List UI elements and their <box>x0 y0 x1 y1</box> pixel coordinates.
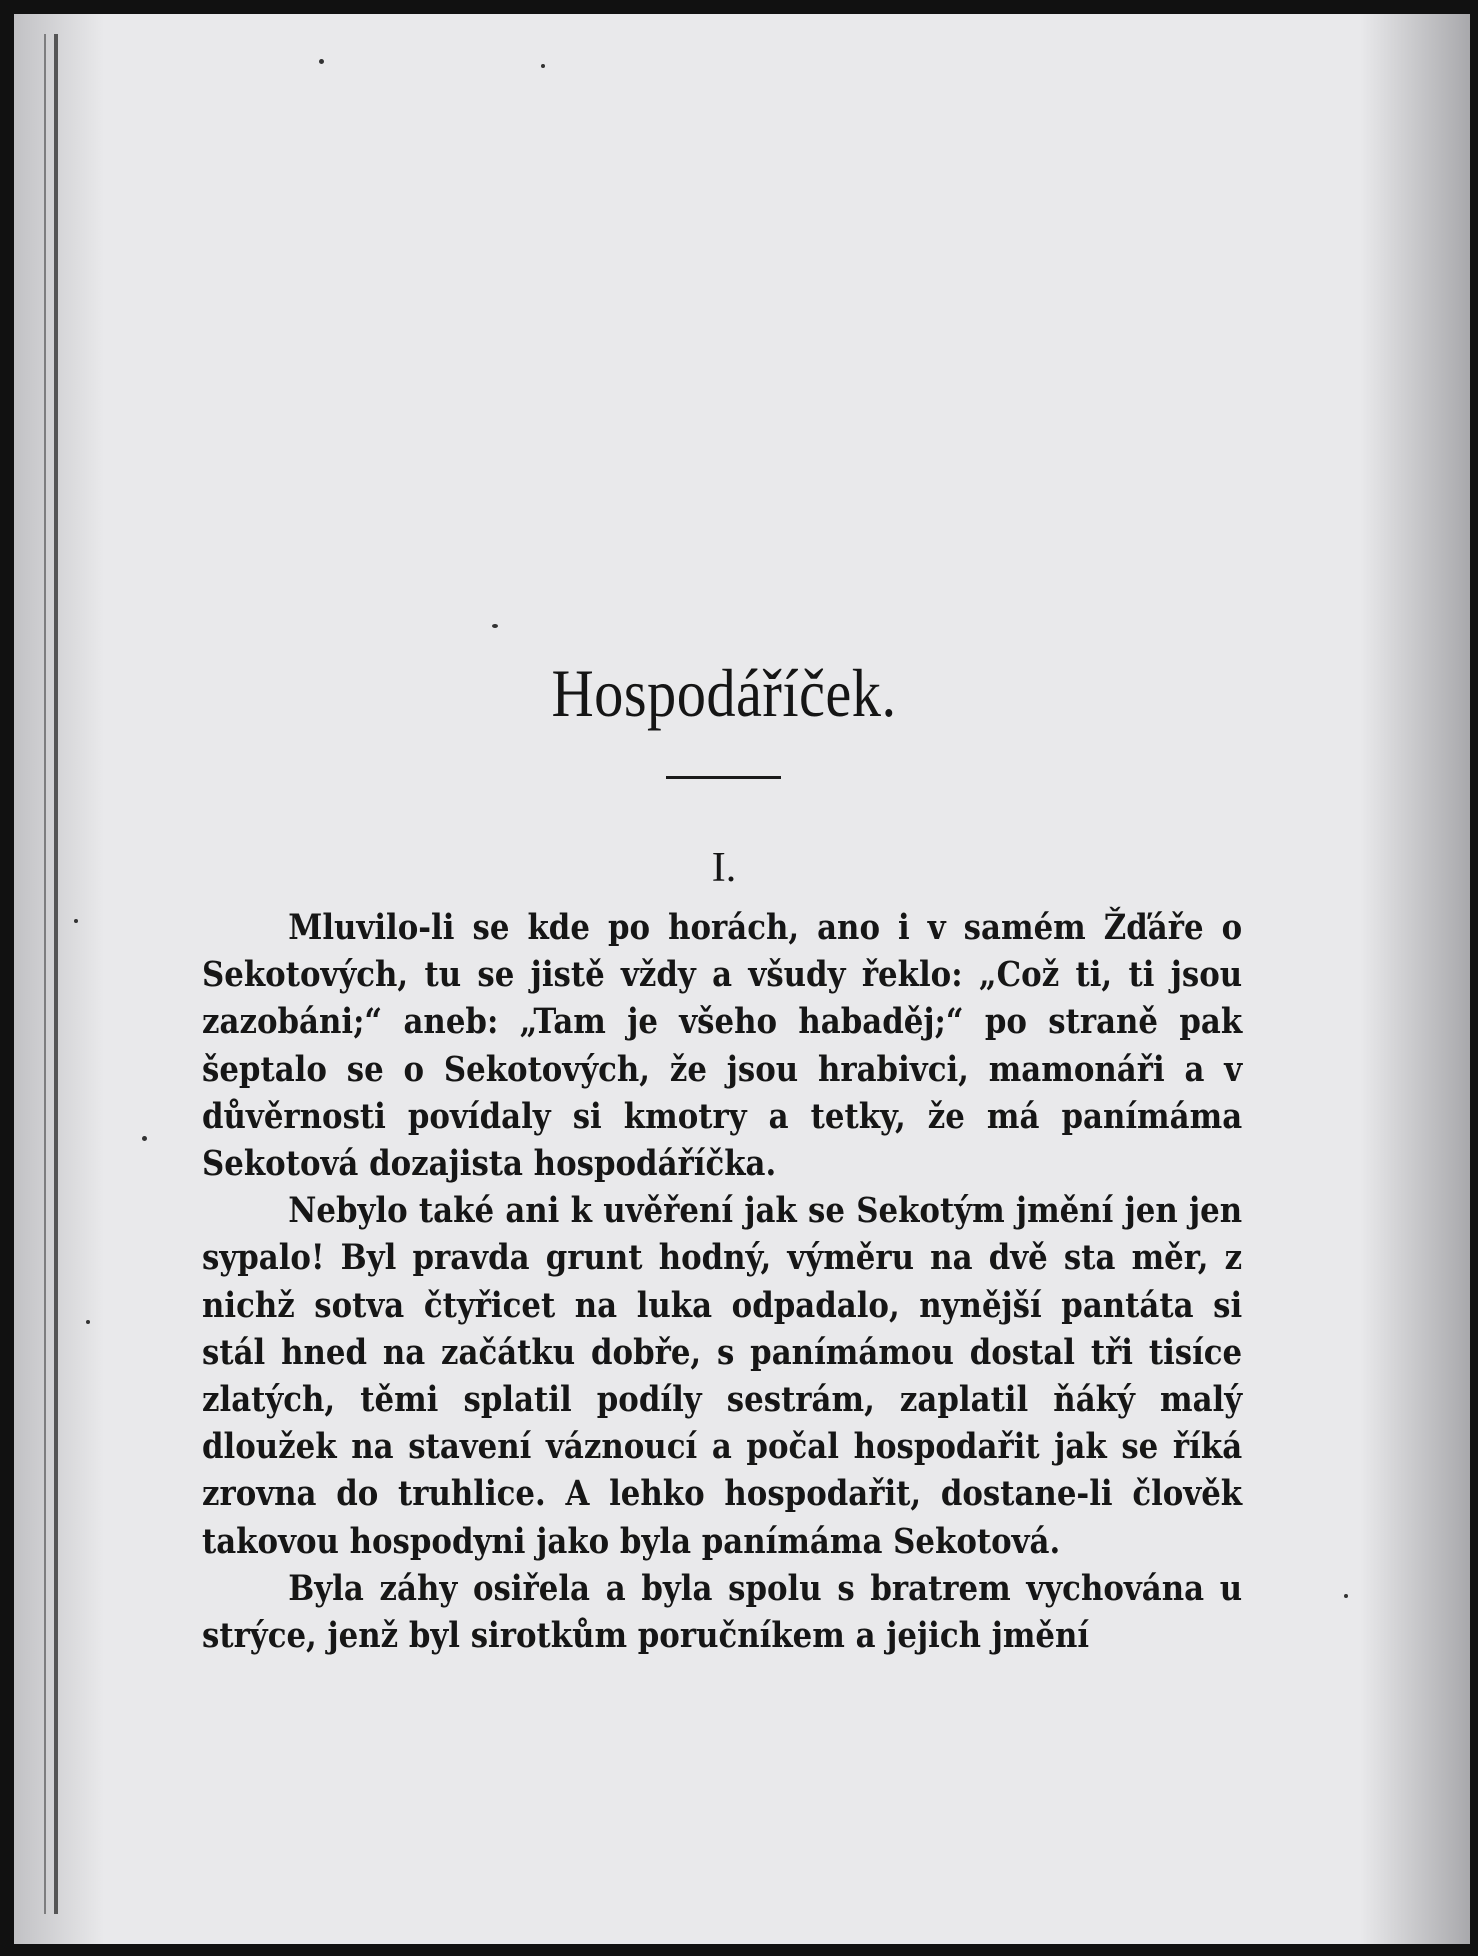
title-rule <box>666 776 781 779</box>
print-speck <box>319 59 324 64</box>
binding-gutter-line <box>54 34 58 1914</box>
page-shadow-right <box>1360 14 1470 1944</box>
print-speck <box>1344 1594 1348 1598</box>
chapter-number: I. <box>711 845 737 891</box>
chapter-title: Hospodáříček. <box>551 655 897 731</box>
print-speck <box>74 919 78 923</box>
binding-gutter-line-thin <box>44 34 46 1914</box>
page-shadow-left <box>14 14 104 1944</box>
print-speck <box>86 1320 90 1324</box>
print-speck <box>142 1136 147 1141</box>
paragraph-2: Nebylo také ani k uvěření jak se Sekotým jmění jen jen sypalo! Byl pravda grunt hodný, výměru na dvě sta měr, z nichž sotva čtyřicet na luka odpadalo, nynější pantáta si stál hned na začátku dobře, s panímámou dostal tři tisíce zlatých, těmi splatil podíly sestrám, zaplatil ňáký malý dloužek na stavení váznoucí a počal hospodařit jak se říká zrovna do truhlice. A lehko hospodařit, dostane-li člověk takovou hospodyni jako byla panímáma Sekotová. <box>202 1190 1243 1562</box>
body-text <box>202 904 1242 1659</box>
print-speck <box>492 624 498 628</box>
paragraph-1: Mluvilo-li se kde po horách, ano i v samém Žďáře o Sekotových, tu se jistě vždy a všudy řeklo: „Což ti, ti jsou zazobáni;“ aneb: „Tam je všeho habaděj;“ po straně pak šeptalo se o Sekotových, že jsou hrabivci, mamonáři a v důvěrnosti povídaly si kmotry a tetky, že má panímáma Sekotová dozajista hospodáříčka. <box>202 907 1243 1185</box>
print-speck <box>541 64 545 68</box>
book-page <box>14 14 1470 1944</box>
paragraph-3: Byla záhy osiřela a byla spolu s bratrem vychována u strýce, jenž byl sirotkům poručníkem a jejich jmění <box>202 1567 1243 1657</box>
